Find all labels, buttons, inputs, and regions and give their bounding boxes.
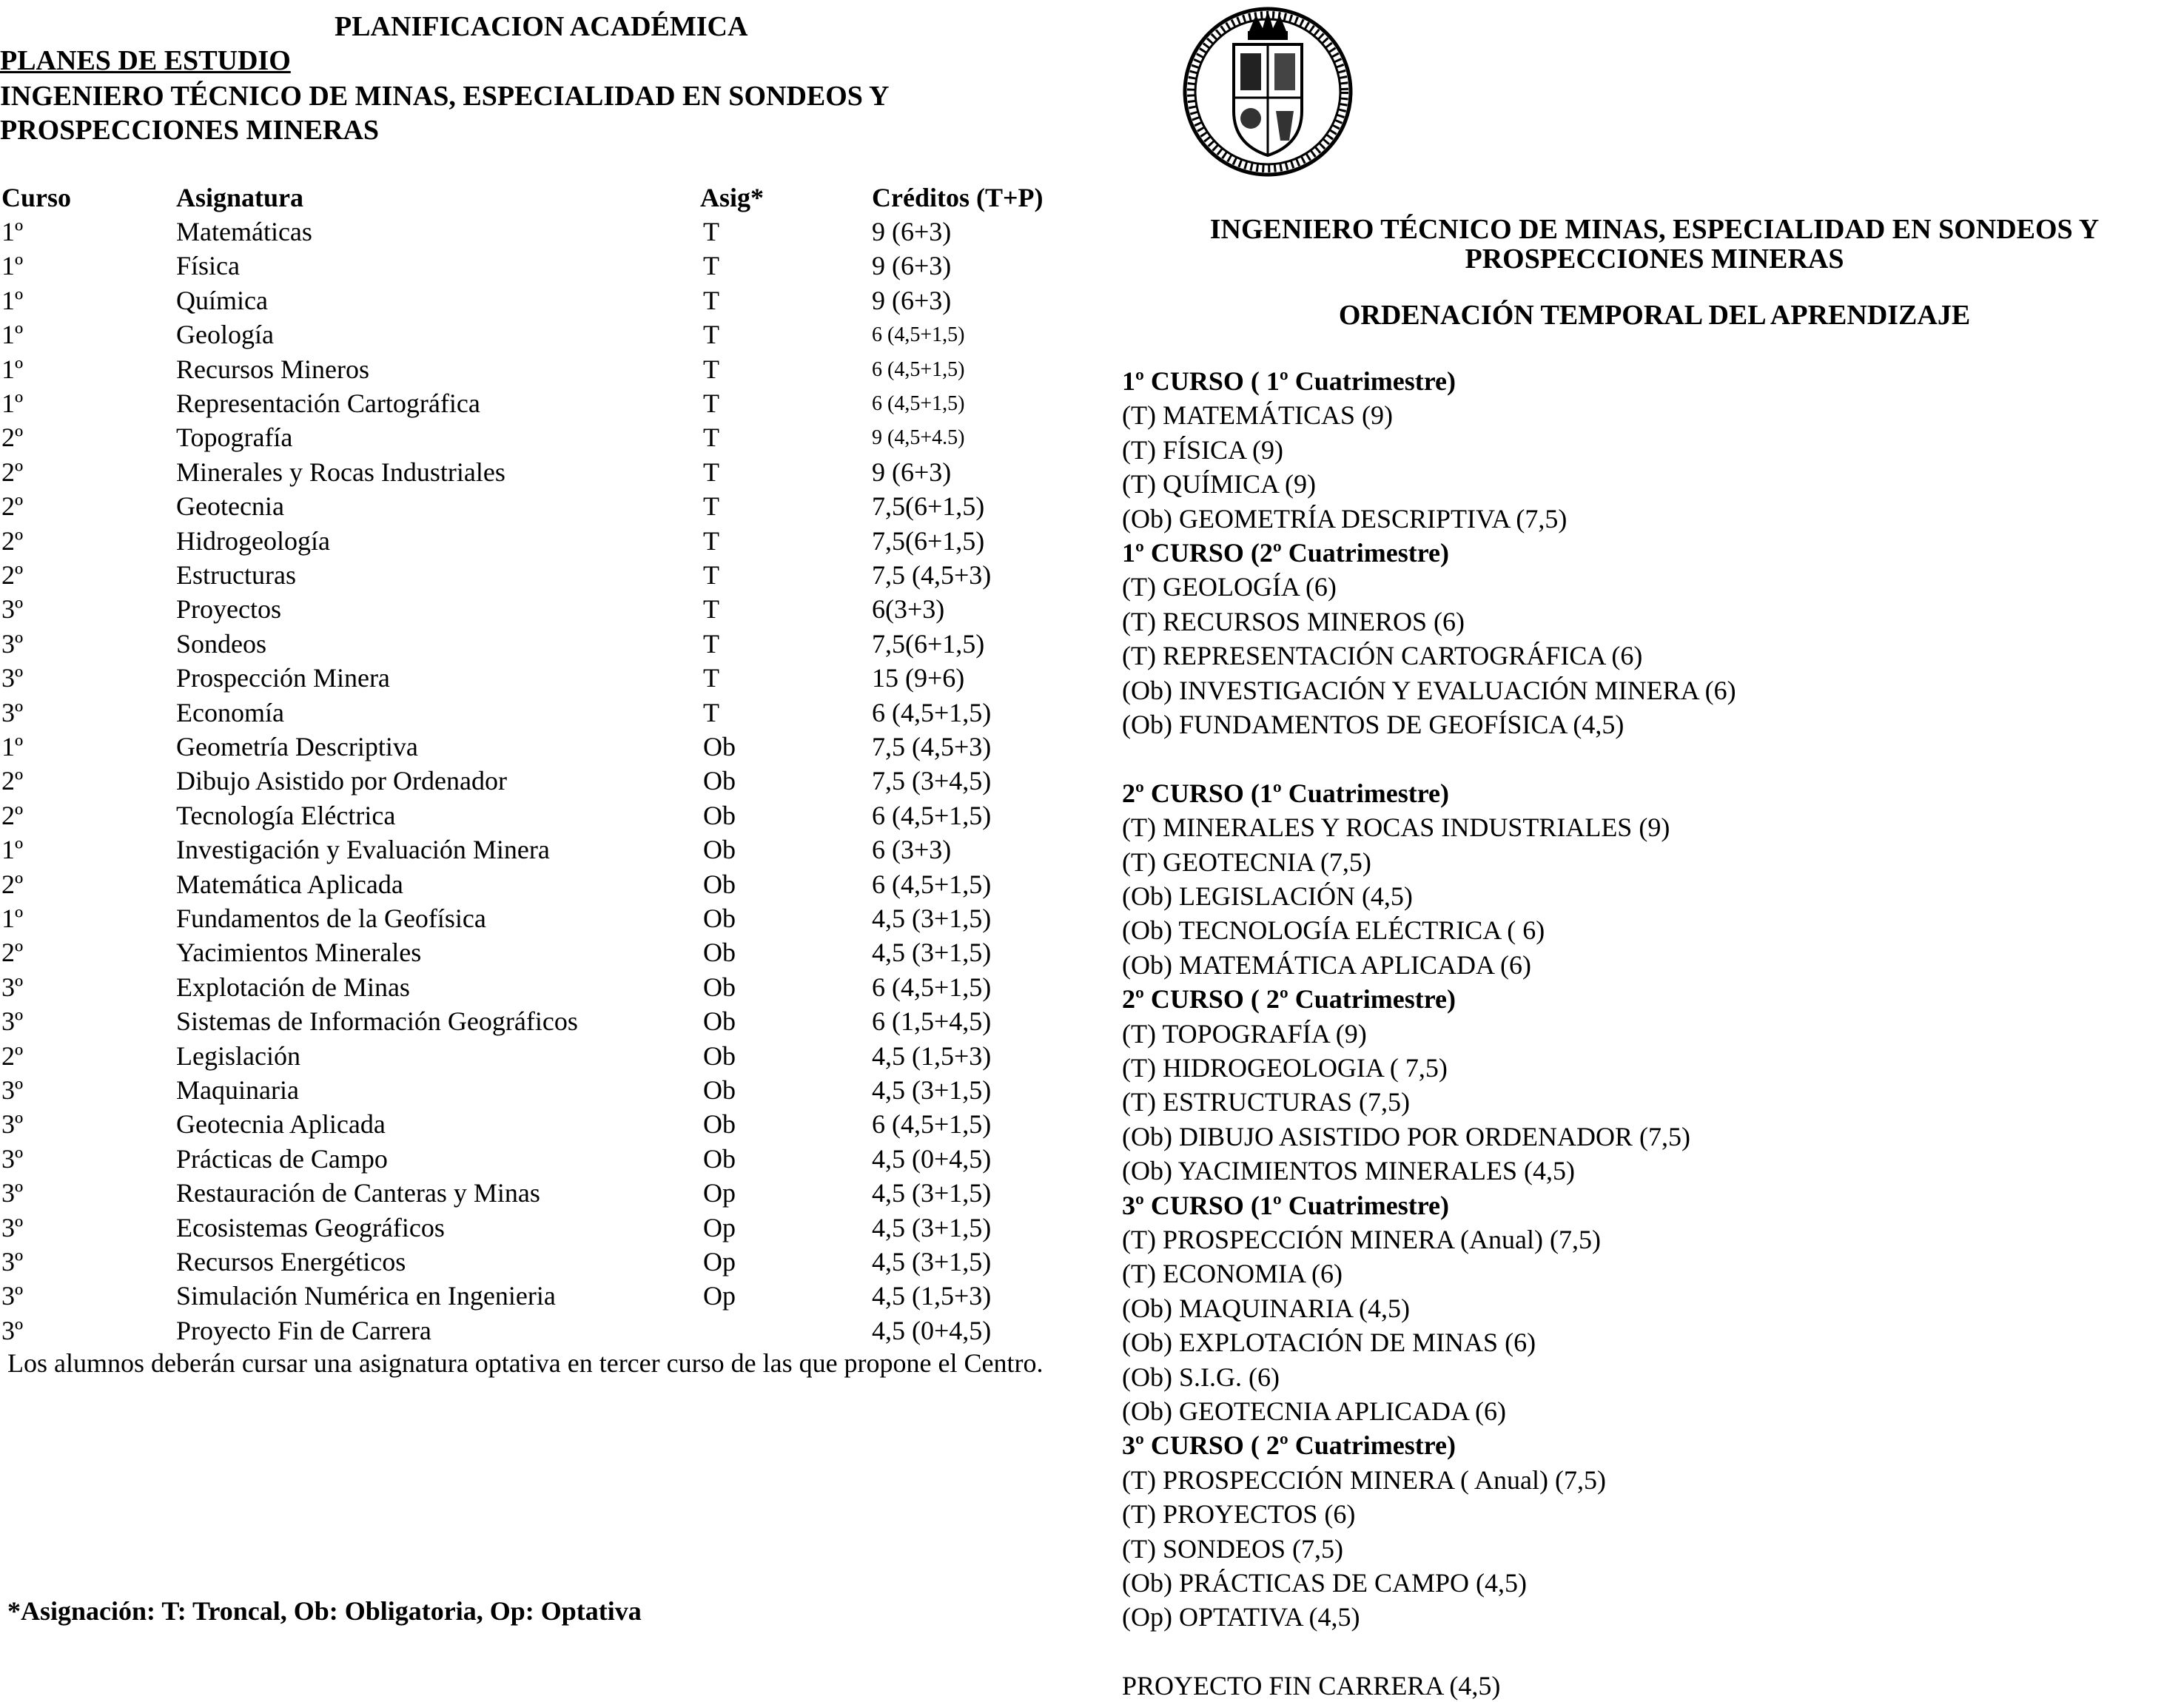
schedule-item: (T) SONDEOS (7,5) (1122, 1533, 1343, 1564)
schedule-item: (T) TOPOGRAFÍA (9) (1122, 1018, 1367, 1049)
cell-creditos: 4,5 (0+4,5) (872, 1143, 992, 1174)
cell-asignatura: Fundamentos de la Geofísica (176, 904, 486, 933)
cell-creditos: 6(3+3) (872, 594, 945, 625)
cell-curso: 3º (1, 594, 24, 625)
cell-creditos: 7,5(6+1,5) (872, 525, 985, 556)
cell-asig: T (703, 525, 719, 556)
cell-curso: 3º (1, 1281, 24, 1311)
cell-asignatura: Proyectos (176, 594, 281, 625)
schedule-item: (T) ESTRUCTURAS (7,5) (1122, 1087, 1410, 1117)
cell-curso: 2º (1, 1040, 24, 1071)
cell-asignatura: Maquinaria (176, 1075, 299, 1105)
cell-curso: 2º (1, 938, 24, 968)
cell-asig: T (703, 423, 719, 453)
cell-asignatura: Geotecnia (176, 491, 284, 522)
cell-creditos: 9 (6+3) (872, 251, 952, 281)
cell-curso: 2º (1, 525, 24, 556)
cell-curso: 1º (1, 904, 24, 933)
cell-curso: 3º (1, 1247, 24, 1276)
cell-creditos: 7,5(6+1,5) (872, 491, 985, 522)
cell-creditos: 6 (4,5+1,5) (872, 697, 992, 727)
cell-asig: Ob (703, 1143, 736, 1174)
cell-asig: T (703, 560, 719, 590)
cell-curso: 3º (1, 1006, 24, 1037)
cell-asignatura: Física (176, 251, 240, 281)
schedule-section-heading: 2º CURSO ( 2º Cuatrimestre) (1122, 984, 1456, 1015)
cell-asig: Ob (703, 869, 736, 899)
header-creditos: Créditos (T+P) (872, 183, 1044, 212)
cell-asignatura: Restauración de Canteras y Minas (176, 1178, 540, 1208)
cell-asignatura: Ecosistemas Geográficos (176, 1212, 445, 1242)
schedule-item: (T) MINERALES Y ROCAS INDUSTRIALES (9) (1122, 813, 1670, 843)
cell-asignatura: Explotación de Minas (176, 972, 410, 1002)
cell-creditos: 4,5 (3+1,5) (872, 1178, 992, 1208)
cell-curso: 3º (1, 1075, 24, 1105)
cell-asig: Ob (703, 1040, 736, 1071)
cell-creditos: 6 (4,5+1,5) (872, 869, 992, 899)
cell-creditos: 7,5 (3+4,5) (872, 766, 992, 796)
cell-curso: 1º (1, 354, 24, 384)
cell-curso: 3º (1, 972, 24, 1002)
cell-curso: 3º (1, 628, 24, 659)
cell-creditos: 6 (4,5+1,5) (872, 972, 992, 1002)
schedule-section-heading: 3º CURSO (1º Cuatrimestre) (1122, 1190, 1450, 1220)
cell-creditos: 6 (4,5+1,5) (872, 1109, 992, 1140)
cell-creditos: 9 (6+3) (872, 457, 952, 487)
cell-asignatura: Sistemas de Información Geográficos (176, 1006, 578, 1037)
schedule-section-heading: 2º CURSO (1º Cuatrimestre) (1122, 778, 1450, 808)
cell-creditos: 7,5 (4,5+3) (872, 560, 992, 590)
cell-asignatura: Investigación y Evaluación Minera (176, 835, 550, 865)
cell-asig: Ob (703, 766, 736, 796)
schedule-item: (T) GEOTECNIA (7,5) (1122, 847, 1371, 877)
schedule-item: (T) MATEMÁTICAS (9) (1122, 400, 1393, 431)
cell-asig: Ob (703, 972, 736, 1002)
cell-asig: T (703, 320, 719, 350)
cell-curso: 2º (1, 766, 24, 796)
cell-asignatura: Tecnología Eléctrica (176, 800, 396, 830)
cell-asig: T (703, 628, 719, 659)
cell-curso: 2º (1, 869, 24, 899)
schedule-item: (T) PROSPECCIÓN MINERA (Anual) (7,5) (1122, 1225, 1601, 1254)
schedule-item: (Ob) DIBUJO ASISTIDO POR ORDENADOR (7,5) (1122, 1121, 1691, 1151)
schedule-item: (Ob) MAQUINARIA (4,5) (1122, 1293, 1410, 1323)
cell-creditos: 4,5 (1,5+3) (872, 1040, 992, 1071)
schedule-item: (Ob) MATEMÁTICA APLICADA (6) (1122, 949, 1531, 980)
cell-curso: 3º (1, 1109, 24, 1140)
university-seal-icon (1178, 0, 1357, 178)
cell-asig: T (703, 388, 719, 418)
cell-asignatura: Simulación Numérica en Ingenieria (176, 1281, 556, 1311)
header-asignatura: Asignatura (176, 183, 304, 212)
cell-creditos: 4,5 (3+1,5) (872, 904, 992, 933)
cell-creditos: 6 (3+3) (872, 835, 952, 865)
schedule-item: (Ob) TECNOLOGÍA ELÉCTRICA ( 6) (1122, 915, 1545, 946)
schedule-item: (T) FÍSICA (9) (1122, 434, 1283, 465)
cell-curso: 1º (1, 285, 24, 315)
cell-asig: T (703, 354, 719, 384)
cell-asignatura: Prospección Minera (176, 663, 390, 693)
cell-asignatura: Matemática Aplicada (176, 869, 403, 899)
schedule-section-heading: 3º CURSO ( 2º Cuatrimestre) (1122, 1430, 1456, 1461)
cell-asig: Op (703, 1281, 736, 1311)
cell-asignatura: Topografía (176, 423, 293, 453)
header-asig: Asig* (700, 183, 765, 212)
cell-asig: T (703, 491, 719, 522)
cell-curso: 2º (1, 457, 24, 487)
cell-asig: Ob (703, 1006, 736, 1037)
cell-asignatura: Geometría Descriptiva (176, 732, 418, 761)
cell-creditos: 6 (4,5+1,5) (872, 357, 965, 381)
cell-asignatura: Representación Cartográfica (176, 388, 480, 418)
cell-curso: 3º (1, 663, 24, 693)
cell-curso: 2º (1, 491, 24, 522)
cell-creditos: 6 (4,5+1,5) (872, 392, 965, 415)
cell-asignatura: Química (176, 285, 268, 315)
schedule-item: (T) GEOLOGÍA (6) (1122, 572, 1337, 602)
cell-creditos: 4,5 (3+1,5) (872, 1212, 992, 1242)
cell-asignatura: Yacimientos Minerales (176, 938, 422, 968)
cell-curso: 1º (1, 320, 24, 350)
cell-asignatura: Matemáticas (176, 217, 312, 246)
cell-creditos: 4,5 (3+1,5) (872, 1247, 992, 1276)
cell-asignatura: Dibujo Asistido por Ordenador (176, 766, 507, 796)
schedule-item: (T) HIDROGEOLOGIA ( 7,5) (1122, 1053, 1448, 1083)
cell-curso: 1º (1, 388, 24, 418)
schedule-section-heading: 1º CURSO ( 1º Cuatrimestre) (1122, 366, 1456, 396)
cell-curso: 3º (1, 1178, 24, 1208)
cell-asig: Ob (703, 938, 736, 968)
cell-asignatura: Sondeos (176, 628, 267, 659)
cell-creditos: 4,5 (1,5+3) (872, 1281, 992, 1311)
cell-asignatura: Recursos Mineros (176, 354, 369, 384)
cell-asignatura: Recursos Energéticos (176, 1247, 406, 1276)
cell-curso: 2º (1, 800, 24, 830)
cell-curso: 1º (1, 732, 24, 761)
cell-asig: Ob (703, 904, 736, 933)
degree-title-line-2: PROSPECCIONES MINERAS (0, 115, 380, 146)
cell-asignatura: Minerales y Rocas Industriales (176, 457, 505, 487)
cell-asignatura: Geotecnia Aplicada (176, 1109, 386, 1140)
schedule-item: (Ob) GEOTECNIA APLICADA (6) (1122, 1396, 1506, 1426)
cell-asignatura: Economía (176, 697, 284, 727)
cell-creditos: 4,5 (3+1,5) (872, 1075, 992, 1105)
cell-curso: 1º (1, 217, 24, 246)
cell-asig: Ob (703, 1109, 736, 1140)
cell-asig: T (703, 697, 719, 727)
cell-creditos: 9 (4,5+4.5) (872, 426, 965, 450)
schedule-item: (Ob) S.I.G. (6) (1122, 1362, 1280, 1392)
header-curso: Curso (1, 183, 72, 212)
schedule-item: (T) RECURSOS MINEROS (6) (1122, 606, 1465, 636)
cell-asig: T (703, 594, 719, 625)
cell-curso: 1º (1, 835, 24, 865)
cell-asignatura: Legislación (176, 1040, 300, 1071)
schedule-item: (T) PROSPECCIÓN MINERA ( Anual) (7,5) (1122, 1464, 1606, 1495)
schedule-item: PROYECTO FIN CARRERA (4,5) (1122, 1671, 1501, 1701)
schedule-item: (T) ECONOMIA (6) (1122, 1259, 1343, 1289)
assignment-footnote: *Asignación: T: Troncal, Ob: Obligatoria, Op: Optativa (7, 1596, 642, 1626)
cell-creditos: 9 (6+3) (872, 217, 952, 246)
schedule-item: (Op) OPTATIVA (4,5) (1122, 1602, 1360, 1632)
cell-asig: Ob (703, 732, 736, 761)
cell-creditos: 4,5 (0+4,5) (872, 1315, 992, 1345)
cell-curso: 2º (1, 560, 24, 590)
cell-asig: T (703, 457, 719, 487)
cell-creditos: 9 (6+3) (872, 285, 952, 315)
cell-asignatura: Hidrogeología (176, 525, 330, 556)
schedule-title (1125, 215, 2184, 274)
schedule-item: (Ob) EXPLOTACIÓN DE MINAS (6) (1122, 1328, 1536, 1358)
cell-curso: 2º (1, 423, 24, 453)
cell-asig: Ob (703, 800, 736, 830)
cell-asignatura: Estructuras (176, 560, 296, 590)
cell-asig: Op (703, 1247, 736, 1276)
cell-asignatura: Prácticas de Campo (176, 1143, 388, 1174)
cell-creditos: 6 (1,5+4,5) (872, 1006, 992, 1037)
schedule-item: (Ob) GEOMETRÍA DESCRIPTIVA (7,5) (1122, 503, 1568, 534)
cell-asig: Ob (703, 835, 736, 865)
cell-asig: T (703, 285, 719, 315)
schedule-item: (Ob) LEGISLACIÓN (4,5) (1122, 881, 1413, 911)
schedule-section-heading: 1º CURSO (2º Cuatrimestre) (1122, 538, 1450, 568)
cell-curso: 3º (1, 1143, 24, 1174)
schedule-item: (T) PROYECTOS (6) (1122, 1499, 1356, 1530)
cell-asig: T (703, 251, 719, 281)
cell-curso: 3º (1, 697, 24, 727)
cell-asig: T (703, 217, 719, 246)
schedule-title-line-2: PROSPECCIONES MINERAS (1465, 243, 1844, 275)
cell-creditos: 4,5 (3+1,5) (872, 938, 992, 968)
cell-creditos: 6 (4,5+1,5) (872, 800, 992, 830)
cell-curso: 3º (1, 1315, 24, 1345)
cell-asig: Op (703, 1178, 736, 1208)
schedule-item: (T) REPRESENTACIÓN CARTOGRÁFICA (6) (1122, 641, 1643, 671)
cell-asig: Op (703, 1212, 736, 1242)
schedule-item: (Ob) YACIMIENTOS MINERALES (4,5) (1122, 1156, 1575, 1186)
schedule-item: (Ob) INVESTIGACIÓN Y EVALUACIÓN MINERA (6) (1122, 675, 1736, 705)
schedule-item: (T) QUÍMICA (9) (1122, 469, 1316, 500)
cell-creditos: 15 (9+6) (872, 663, 965, 693)
cell-curso: 3º (1, 1212, 24, 1242)
plan-label: PLANES DE ESTUDIO (0, 45, 291, 76)
cell-asig: T (703, 663, 719, 693)
cell-asignatura: Geología (176, 320, 274, 350)
schedule-title-line-1: INGENIERO TÉCNICO DE MINAS, ESPECIALIDAD EN SONDEOS Y (1209, 214, 2100, 245)
cell-asig: Ob (703, 1075, 736, 1105)
degree-title-line-1: INGENIERO TÉCNICO DE MINAS, ESPECIALIDAD EN SONDEOS Y (0, 81, 890, 112)
cell-creditos: 7,5(6+1,5) (872, 628, 985, 659)
schedule-item: (Ob) FUNDAMENTOS DE GEOFÍSICA (4,5) (1122, 710, 1624, 739)
cell-creditos: 7,5 (4,5+3) (872, 732, 992, 761)
optional-note: Los alumnos deberán cursar una asignatura optativa en tercer curso de las que propone el Centro. (7, 1348, 1044, 1378)
schedule-subtitle: ORDENACIÓN TEMPORAL DEL APRENDIZAJE (1338, 300, 1971, 331)
cell-curso: 1º (1, 251, 24, 281)
schedule-item: (Ob) PRÁCTICAS DE CAMPO (4,5) (1122, 1568, 1528, 1598)
page-title: PLANIFICACION ACADÉMICA (335, 11, 748, 42)
cell-creditos: 6 (4,5+1,5) (872, 323, 965, 347)
cell-asignatura: Proyecto Fin de Carrera (176, 1315, 431, 1345)
